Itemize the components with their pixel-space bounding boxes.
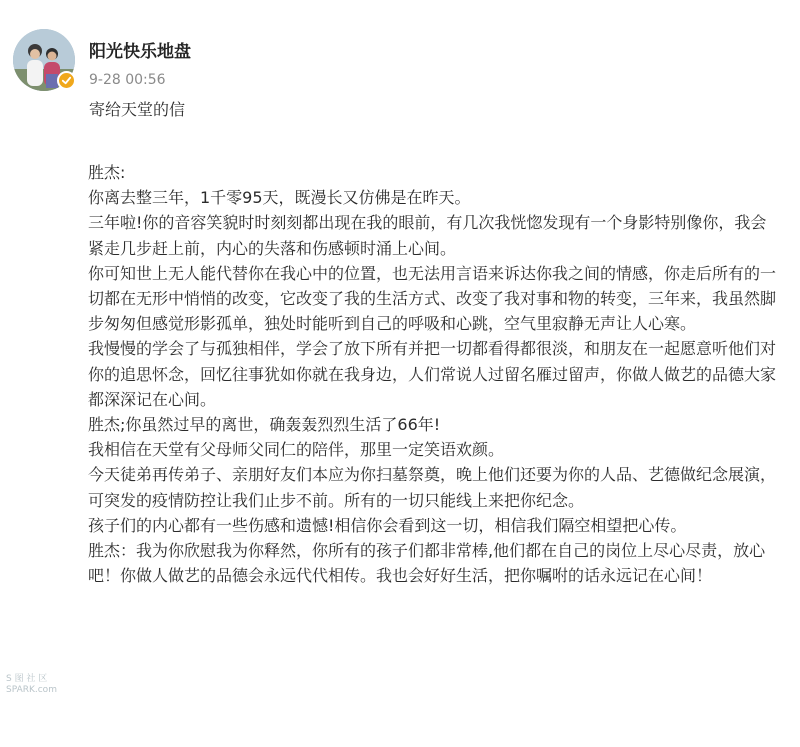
letter-paragraph: 胜杰:	[88, 163, 126, 182]
letter-paragraph: 胜杰：我为你欣慰我为你释然，你所有的孩子们都非常棒,他们都在自己的岗位上尽心尽责，放心吧！你做人做艺的品德会永远代代相传。我也会好好生活，把你嘱咐的话永远记在心间！	[88, 541, 766, 586]
letter-paragraph: 你可知世上无人能代替你在我心中的位置，也无法用言语来诉达你我之间的情感，你走后所有的一切都在无形中悄悄的改变，它改变了我的生活方式、改变了我对事和物的转变，三年来，我虽然脚步匆匆但感觉形影孤单，独处时能听到自己的呼吸和心跳，空气里寂静无声让人心寒。	[88, 263, 777, 334]
username[interactable]: 阳光快乐地盘	[89, 42, 191, 62]
watermark-line: SPARK.com	[6, 685, 57, 695]
verified-badge-icon	[57, 71, 76, 90]
letter-paragraph: 我相信在天堂有父母师父同仁的陪伴，那里一定笑语欢颜。	[88, 440, 505, 460]
watermark-line: S 图 社 区	[6, 674, 48, 684]
letter-paragraph: 我慢慢的学会了与孤独相伴，学会了放下所有并把一切都看得都很淡，和朋友在一起愿意听他们对你的追思怀念，回忆往事犹如你就在我身边，人们常说人过留名雁过留声，你做人做艺的品德大家都深深记在心间。	[88, 339, 777, 409]
letter-body	[88, 160, 782, 588]
letter-paragraph: 孩子们的内心都有一些伤感和遗憾!相信你会看到这一切，相信我们隔空相望把心传。	[88, 515, 687, 535]
post-timestamp[interactable]: 9-28 00:56	[89, 72, 166, 88]
letter-paragraph: 今天徒弟再传弟子、亲朋好友们本应为你扫墓祭奠，晚上他们还要为你的人品、艺德做纪念展演，可突发的疫情防控让我们止步不前。所有的一切只能线上来把你纪念。	[88, 465, 777, 510]
letter-paragraph: 胜杰;你虽然过早的离世，确轰轰烈烈生活了66年!	[88, 415, 441, 435]
letter-paragraph: 你离去整三年，1千零95天，既漫长又仿佛是在昨天。	[88, 188, 471, 208]
letter-paragraph: 三年啦!你的音容笑貌时时刻刻都出现在我的眼前，有几次我恍惚发现有一个身影特别像你，我会紧走几步赶上前，内心的失落和伤感顿时涌上心间。	[88, 213, 767, 258]
post-title: 寄给天堂的信	[89, 100, 186, 119]
site-watermark	[6, 674, 57, 696]
